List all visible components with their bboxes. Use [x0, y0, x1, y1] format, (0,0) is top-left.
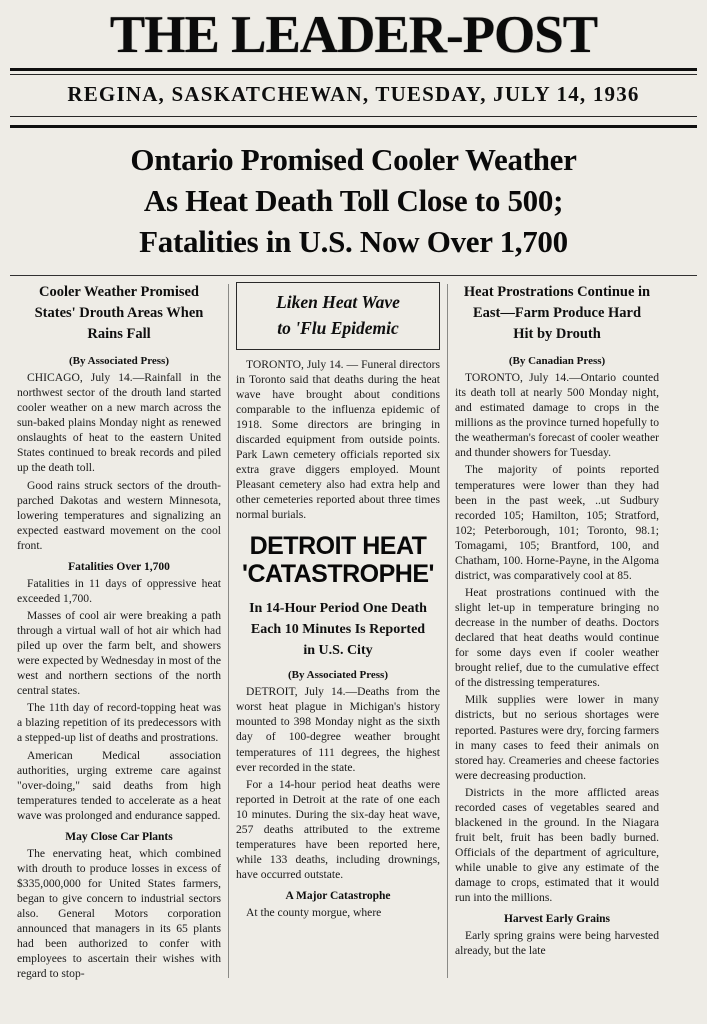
center-paragraph: TORONTO, July 14. — Funeral directors in Toronto said that deaths during the heat wave have brought about conditions comparable to the influenza epidemic of 1918. Some directors are bringing in discarded equipment from outside points. Park Lawn cemetery officials reported six extra grave diggers employed. Mount Pleasant cemetery also had extra help and other cemeteries reported about three times normal burials. [236, 357, 440, 522]
boxed-title-line-1: Liken Heat Wave [276, 292, 400, 313]
left-paragraph: American Medical association authorities, urging extreme care against "over-doing," said deaths from high temperatures tended to accelerate as a heat wave was prolonged and endurance sapped. [17, 748, 221, 822]
left-subhead [17, 282, 221, 353]
right-paragraph: The majority of points reported temperatures were lower than they had been in the past week, ..ut Sudbury recorded 105; Hamilton, 105; Stratford, 102; Peterborough, 101; Toronto, 98.1; Tomagami, 105; Brantford, 100, and Chatham, 100. Horne-Payne, in the Algoma district, was comparatively cool at 85. [455, 463, 659, 582]
center-paragraph: At the county morgue, where [246, 906, 382, 920]
center-paragraph: DETROIT, July 14.—Deaths from the worst heat plague in Michigan's history mounted to 398 Monday night as the sixth day of 100-degree weather brought temperatures of 111 degrees, the highest ever recorded in the state. [236, 685, 440, 774]
left-subhead-3: May Close Car Plants [65, 830, 173, 843]
boxed-title-line-2: to 'Flu Epidemic [277, 318, 399, 339]
left-byline: (By Associated Press) [68, 355, 169, 368]
center-big-headline [236, 524, 440, 594]
column-right [448, 282, 666, 982]
right-subhead [455, 282, 659, 353]
center-subhead-2: A Major Catastrophe [285, 890, 391, 903]
center-deck [236, 594, 440, 667]
boxed-story [236, 282, 440, 350]
left-subhead-line-2: States' Drouth Areas When [34, 305, 204, 322]
right-paragraph: Milk supplies were lower in many districts, but no serious shortages were reported. Pastures were dry, forcing farmers in many cases to feed their animals on stored hay. Creameries and cheese factories were decreasing production. [455, 693, 659, 782]
center-deck-line-2: Each 10 Minutes Is Reported [250, 622, 426, 638]
right-paragraph: Heat prostrations continued with the slight let-up in temperature bringing no decrease in the number of deaths. Doctors declared that heat deaths would continue for some days even if cooler weather brought relief, due to the cumulative effect of the distressing temperatures. [455, 585, 659, 690]
newspaper-title: THE LEADER-POST [109, 6, 598, 64]
left-paragraph: The enervating heat, which combined with drouth to produce losses in excess of $335,000,000 for United States farmers, began to give concern to industrial sectors also. General Motors corporation announced that managers in its 65 plants had been authorized to confer with employees to ascertain their wishes with regard to stop- [17, 846, 221, 981]
headline-line-3: Fatalities in U.S. Now Over 1,700 [139, 224, 568, 260]
center-big-headline-line-1: DETROIT HEAT [249, 532, 427, 561]
dateline: REGINA, SASKATCHEWAN, TUESDAY, JULY 14, 1936 [67, 82, 640, 107]
headline-line-1: Ontario Promised Cooler Weather [130, 142, 577, 178]
main-headline [10, 128, 697, 275]
right-subhead-line-2: East—Farm Produce Hard [472, 305, 642, 322]
column-center [229, 282, 447, 982]
left-paragraph: Masses of cool air were breaking a path through a virtual wall of hot air which had piled up over the farm belt, and showers were expected by Wednesday in most of the west and northern sections of the north central states. [17, 608, 221, 698]
left-subhead-line-1: Cooler Weather Promised [38, 284, 200, 301]
right-byline: (By Canadian Press) [508, 355, 606, 368]
boxed-title [245, 289, 431, 342]
right-paragraph: TORONTO, July 14.—Ontario counted its death toll at nearly 500 Monday night, and estimated damage to crops in the millions as the province turned hopefully to the weatherman's forecast of cooler weather and thunder showers for Tuesday. [455, 371, 659, 460]
center-paragraph: For a 14-hour period heat deaths were reported in Detroit at the rate of one each 10 minutes. During the six-day heat wave, 257 deaths attributed to the extreme temperatures have been reported here, while 133 deaths, including drownings, have occurred outstate. [236, 777, 440, 881]
left-paragraph: The 11th day of record-topping heat was a blazing repetition of its predecessors with a stepped-up list of deaths and prostrations. [17, 701, 221, 745]
right-subhead-2: Harvest Early Grains [503, 913, 611, 926]
dateline-rule [10, 116, 697, 117]
left-subhead-line-3: Rains Fall [87, 326, 151, 343]
left-paragraph: Good rains struck sectors of the drouth-parched Dakotas and western Minnesota, lowering temperatures and signalizing an expected eastward movement on the cool front. [17, 478, 221, 552]
center-deck-line-3: in U.S. City [303, 643, 373, 659]
center-byline: (By Associated Press) [287, 669, 388, 682]
masthead-rule-thick [10, 68, 697, 71]
column-left [10, 282, 228, 982]
left-paragraph: Fatalities in 11 days of oppressive heat exceeded 1,700. [17, 576, 221, 605]
masthead [10, 6, 697, 64]
center-deck-line-1: In 14-Hour Period One Death [249, 601, 427, 617]
left-paragraph: CHICAGO, July 14.—Rainfall in the northwest sector of the drouth land started cooler weather on a new march across the sun-baked plains Monday night as renewed onslaughts of heat to the eastern United States continued to break records and piled up the death toll. [17, 371, 221, 475]
center-big-headline-line-2: 'CATASTROPHE' [242, 560, 434, 589]
right-subhead-line-1: Heat Prostrations Continue in [463, 284, 651, 301]
left-subhead-2: Fatalities Over 1,700 [68, 560, 170, 573]
right-paragraph: Districts in the more afflicted areas recorded cases of vegetables seared and blackened in the ground. In the Niagara fruit belt, fruit has been badly burned. Officials of the department of agriculture, while unable to give any estimate of the damage to crops, estimated that it would run into the millions. [455, 785, 659, 905]
right-paragraph: Early spring grains were being harvested already, but the late [455, 929, 659, 958]
article-columns [10, 275, 697, 982]
right-subhead-line-3: Hit by Drouth [513, 326, 601, 343]
headline-line-2: As Heat Death Toll Close to 500; [143, 183, 564, 219]
